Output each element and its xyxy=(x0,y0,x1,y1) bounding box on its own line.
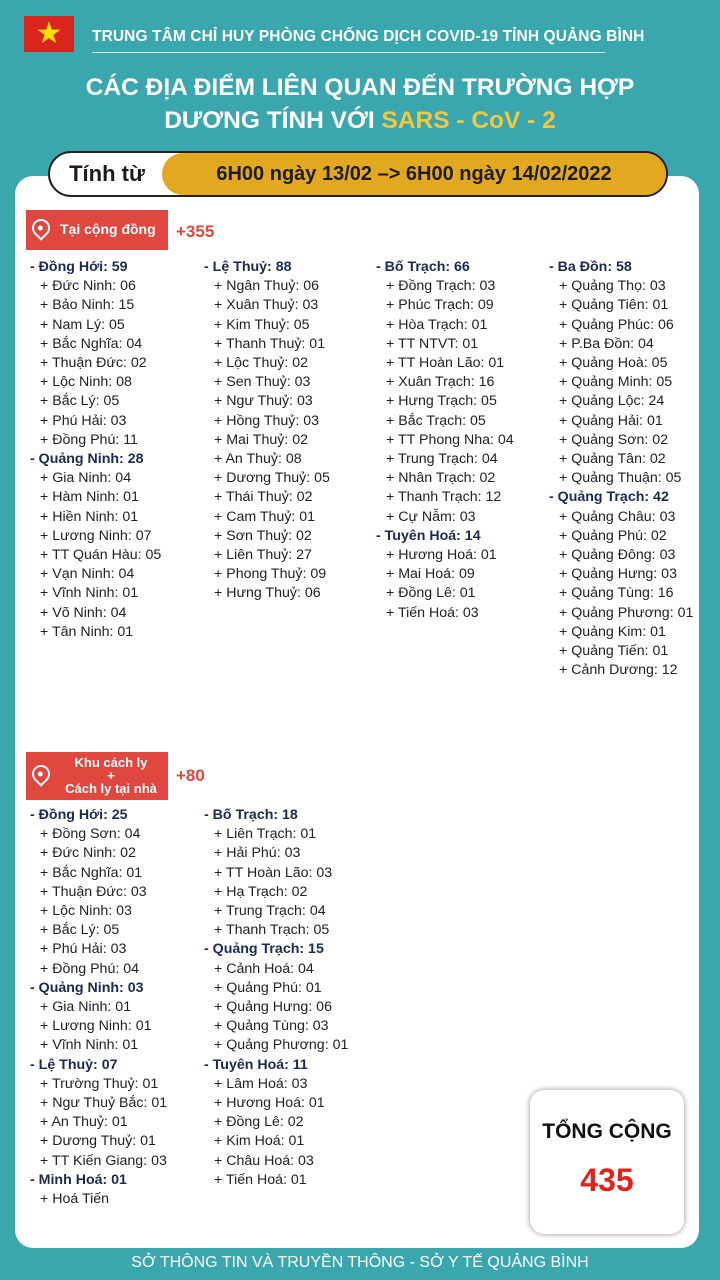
commune-item: + Phú Hải: 03 xyxy=(40,941,127,958)
commune-item: + Cam Thuỷ: 01 xyxy=(214,508,316,525)
community-column-2 xyxy=(204,258,330,604)
commune-item: + Thanh Trạch: 12 xyxy=(386,489,502,506)
district-header: - Ba Đồn: 58 xyxy=(549,259,632,275)
commune-item: + Ngư Thuỷ Bắc: 01 xyxy=(40,1095,168,1112)
commune-item: + Phúc Trạch: 09 xyxy=(386,297,494,314)
commune-item: + Lộc Thuỷ: 02 xyxy=(214,355,308,372)
commune-item: + Quảng Đông: 03 xyxy=(559,547,676,564)
commune-item: + Quảng Tiến: 01 xyxy=(559,643,669,660)
commune-item: + Lộc Ninh: 03 xyxy=(40,903,132,920)
title-line-2 xyxy=(0,107,720,135)
commune-item: + Đồng Lê: 02 xyxy=(214,1114,304,1131)
district-header: - Đồng Hới: 59 xyxy=(30,259,128,275)
quarantine-count: +80 xyxy=(176,766,205,785)
quarantine-label-line-2: Cách ly tại nhà xyxy=(65,781,157,796)
commune-item: + Cảnh Hoá: 04 xyxy=(214,960,314,977)
commune-item: + Quảng Minh: 05 xyxy=(559,374,673,391)
commune-item: + Hàm Ninh: 01 xyxy=(40,489,139,506)
district-header: - Lệ Thuỷ: 88 xyxy=(204,259,292,275)
quarantine-label xyxy=(54,756,168,795)
commune-item: + Đức Ninh: 06 xyxy=(40,278,136,295)
commune-item: + Đồng Sơn: 04 xyxy=(40,826,141,843)
community-count: +355 xyxy=(176,222,215,241)
commune-item: + Nam Lý: 05 xyxy=(40,316,125,333)
commune-item: + Hương Hoá: 01 xyxy=(214,1095,325,1112)
commune-item: + Bảo Ninh: 15 xyxy=(40,297,135,314)
commune-item: + TT Hoàn Lão: 03 xyxy=(214,864,333,881)
commune-item: + Hồng Thuỷ: 03 xyxy=(214,412,320,429)
organization-name: TRUNG TÂM CHỈ HUY PHÒNG CHỐNG DỊCH COVID-19 TỈNH QUẢNG BÌNH xyxy=(92,28,645,45)
commune-item: + Hạ Trạch: 02 xyxy=(214,883,308,900)
community-column-4 xyxy=(549,258,693,680)
commune-item: + P.Ba Đồn: 04 xyxy=(559,335,654,352)
commune-item: + Quảng Thuận: 05 xyxy=(559,470,682,487)
quarantine-label-plus: + xyxy=(107,768,115,783)
commune-item: + Hương Hoá: 01 xyxy=(386,547,497,564)
commune-item: + Võ Ninh: 04 xyxy=(40,604,127,621)
commune-item: + Đồng Phú: 11 xyxy=(40,431,138,448)
commune-item: + Bắc Trạch: 05 xyxy=(386,412,486,429)
commune-item: + Hoá Tiến xyxy=(40,1191,110,1208)
total-box xyxy=(530,1090,684,1234)
commune-item: + Thuận Đức: 03 xyxy=(40,883,147,900)
commune-item: + Tân Ninh: 01 xyxy=(40,623,134,640)
commune-item: + Quảng Phúc: 06 xyxy=(559,316,674,333)
commune-item: + Đức Ninh: 02 xyxy=(40,845,136,862)
district-header: - Quảng Ninh: 28 xyxy=(30,451,144,468)
commune-item: + Đồng Phú: 04 xyxy=(40,960,139,977)
commune-item: + Hiền Ninh: 01 xyxy=(40,508,139,525)
commune-item: + Sơn Thuỷ: 02 xyxy=(214,527,312,544)
commune-item: + Hưng Trạch: 05 xyxy=(386,393,497,410)
community-column-3 xyxy=(376,258,514,623)
commune-item: + TT Kiến Giang: 03 xyxy=(40,1152,167,1169)
commune-item: + Bắc Lý: 05 xyxy=(40,393,120,410)
commune-item: + Dương Thuỷ: 05 xyxy=(214,470,330,487)
quarantine-tag xyxy=(26,752,168,800)
commune-item: + Quảng Phú: 02 xyxy=(559,527,667,544)
commune-item: + Liên Thuỷ: 27 xyxy=(214,547,312,564)
quarantine-label-line-1: Khu cách ly xyxy=(74,755,148,770)
commune-item: + An Thuỷ: 08 xyxy=(214,451,302,468)
commune-item: + Xuân Thuỷ: 03 xyxy=(214,297,319,314)
commune-item: + Bắc Nghĩa: 04 xyxy=(40,335,143,352)
commune-item: + Xuân Trạch: 16 xyxy=(386,374,495,391)
quarantine-column-1 xyxy=(30,806,167,1209)
commune-item: + Quảng Hải: 01 xyxy=(559,412,663,429)
commune-item: + Quảng Phương: 01 xyxy=(559,604,694,621)
total-value: 435 xyxy=(580,1162,634,1198)
commune-item: + Dương Thuỷ: 01 xyxy=(40,1133,156,1150)
commune-item: + Quảng Tiên: 01 xyxy=(559,297,669,314)
commune-item: + Lương Ninh: 07 xyxy=(40,527,152,544)
commune-item: + TT Phong Nha: 04 xyxy=(386,431,514,448)
commune-item: + Bắc Lý: 05 xyxy=(40,922,120,939)
community-tag xyxy=(26,210,168,250)
district-header: - Quảng Trạch: 15 xyxy=(204,941,324,958)
period-label: Tính từ xyxy=(69,161,145,186)
commune-item: + Lâm Hoá: 03 xyxy=(214,1075,308,1092)
commune-item: + Hải Phú: 03 xyxy=(214,845,301,862)
commune-item: + Tiến Hoá: 01 xyxy=(214,1171,307,1188)
commune-item: + Thanh Trạch: 05 xyxy=(214,922,330,939)
commune-item: + Quảng Lộc: 24 xyxy=(559,393,665,410)
commune-item: + TT Quán Hàu: 05 xyxy=(40,547,162,564)
commune-item: + Thanh Thuỷ: 01 xyxy=(214,335,326,352)
commune-item: + Mai Hoá: 09 xyxy=(386,566,475,583)
commune-item: + Quảng Hưng: 06 xyxy=(214,999,332,1016)
location-pin-icon xyxy=(28,215,53,240)
commune-item: + Liên Trạch: 01 xyxy=(214,826,317,843)
commune-item: + Hưng Thuỷ: 06 xyxy=(214,585,321,602)
title-line-1: CÁC ĐỊA ĐIỂM LIÊN QUAN ĐẾN TRƯỜNG HỢP xyxy=(85,74,635,101)
district-header: - Quảng Ninh: 03 xyxy=(30,979,144,996)
commune-item: + Vĩnh Ninh: 01 xyxy=(40,585,139,602)
commune-item: + Sen Thuỷ: 03 xyxy=(214,374,311,391)
commune-item: + Gia Ninh: 04 xyxy=(40,470,132,487)
commune-item: + Quảng Hoà: 05 xyxy=(559,355,668,372)
commune-item: + TT Hoàn Lão: 01 xyxy=(386,355,505,372)
commune-item: + Ngân Thuỷ: 06 xyxy=(214,278,320,295)
commune-item: + Lộc Ninh: 08 xyxy=(40,374,132,391)
commune-item: + Quảng Sơn: 02 xyxy=(559,431,669,448)
district-header: - Lệ Thuỷ: 07 xyxy=(30,1056,118,1073)
vietnam-flag xyxy=(24,16,74,52)
commune-item: + Trung Trạch: 04 xyxy=(386,451,498,468)
commune-item: + Thuận Đức: 02 xyxy=(40,355,147,372)
time-period-banner xyxy=(48,151,668,197)
title-line-2-text: DƯƠNG TÍNH VỚI xyxy=(164,107,382,134)
commune-item: + Trung Trạch: 04 xyxy=(214,903,326,920)
location-pin-icon xyxy=(28,761,53,786)
commune-item: + Quảng Thọ: 03 xyxy=(559,278,666,295)
district-header: - Quảng Trạch: 42 xyxy=(549,489,669,506)
community-column-1 xyxy=(30,258,161,642)
commune-item: + Lương Ninh: 01 xyxy=(40,1018,152,1035)
commune-item: + Đồng Lê: 01 xyxy=(386,585,476,602)
commune-item: + Gia Ninh: 01 xyxy=(40,999,132,1016)
commune-item: + Ngư Thuỷ: 03 xyxy=(214,393,313,410)
district-header: - Tuyên Hoá: 11 xyxy=(204,1056,308,1073)
district-header: - Đồng Hới: 25 xyxy=(30,807,128,823)
district-header: - Bố Trạch: 66 xyxy=(376,259,470,275)
commune-item: + Vạn Ninh: 04 xyxy=(40,566,135,583)
commune-item: + Vĩnh Ninh: 01 xyxy=(40,1037,139,1054)
district-header: - Minh Hoá: 01 xyxy=(30,1171,127,1188)
commune-item: + Tiến Hoá: 03 xyxy=(386,604,479,621)
commune-item: + Cảnh Dương: 12 xyxy=(559,662,678,679)
commune-item: + Phong Thuỷ: 09 xyxy=(214,566,327,583)
commune-item: + An Thuỷ: 01 xyxy=(40,1114,128,1131)
header-divider xyxy=(92,52,605,53)
commune-item: + Quảng Phương: 01 xyxy=(214,1037,349,1054)
commune-item: + Trường Thuỷ: 01 xyxy=(40,1075,159,1092)
district-header: - Tuyên Hoá: 14 xyxy=(376,527,481,544)
commune-item: + Kim Thuỷ: 05 xyxy=(214,316,310,333)
commune-item: + Quảng Phú: 01 xyxy=(214,979,322,996)
quarantine-column-2 xyxy=(204,806,348,1190)
footer-credit: SỞ THÔNG TIN VÀ TRUYỀN THÔNG - SỞ Y TẾ QUẢNG BÌNH xyxy=(131,1254,589,1271)
commune-item: + Quảng Tân: 02 xyxy=(559,451,666,468)
commune-item: + Nhân Trạch: 02 xyxy=(386,470,496,487)
commune-item: + Quảng Tùng: 16 xyxy=(559,585,674,602)
title-highlight: SARS - CoV - 2 xyxy=(381,107,556,134)
district-header: - Bố Trạch: 18 xyxy=(204,807,298,823)
commune-item: + TT NTVT: 01 xyxy=(386,335,479,352)
commune-item: + Đồng Trạch: 03 xyxy=(386,278,496,295)
commune-item: + Bắc Nghĩa: 01 xyxy=(40,864,143,881)
commune-item: + Quảng Châu: 03 xyxy=(559,508,676,525)
commune-item: + Quảng Hưng: 03 xyxy=(559,566,677,583)
commune-item: + Mai Thuỷ: 02 xyxy=(214,431,308,448)
star-icon: ★ xyxy=(35,17,63,50)
commune-item: + Cự Nẫm: 03 xyxy=(386,508,476,525)
commune-item: + Quảng Tùng: 03 xyxy=(214,1018,329,1035)
commune-item: + Kim Hoá: 01 xyxy=(214,1133,305,1150)
community-label: Tại cộng đồng xyxy=(60,221,156,237)
commune-item: + Phú Hải: 03 xyxy=(40,412,127,429)
commune-item: + Thái Thuỷ: 02 xyxy=(214,489,313,506)
period-range: 6H00 ngày 13/02 –> 6H00 ngày 14/02/2022 xyxy=(162,153,666,195)
commune-item: + Châu Hoá: 03 xyxy=(214,1152,314,1169)
commune-item: + Hòa Trạch: 01 xyxy=(386,316,488,333)
commune-item: + Quảng Kim: 01 xyxy=(559,623,666,640)
total-label: TỔNG CỘNG xyxy=(542,1120,672,1143)
